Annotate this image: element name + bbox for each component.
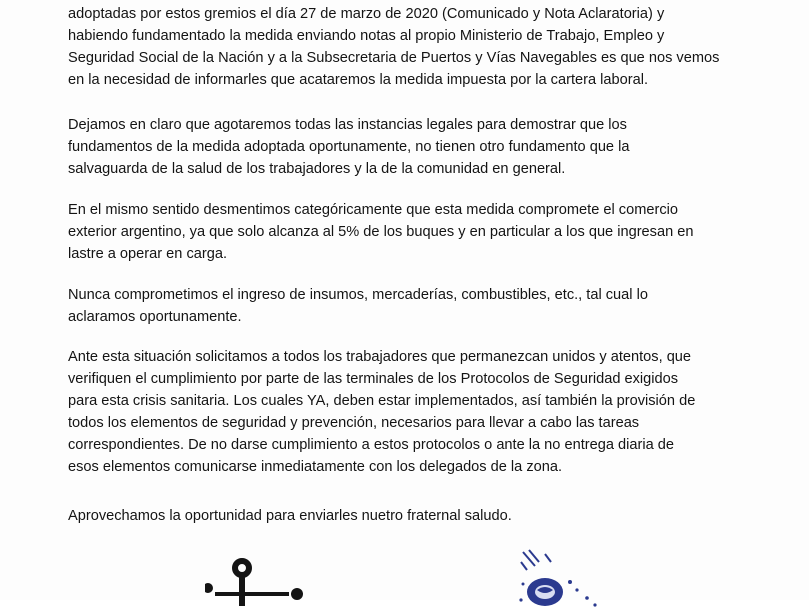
paragraph-2	[68, 114, 718, 180]
text-line: habiendo fundamentado la medida enviando notas al propio Ministerio de Trabajo, Empleo y	[68, 28, 665, 44]
paragraph-5	[68, 346, 718, 478]
text-line: salvaguarda de la salud de los trabajadores y la de la comunidad en general.	[68, 161, 566, 177]
text-line: exterior argentino, ya que solo alcanza al 5% de los buques y en particular a los que ingresan en	[68, 224, 694, 240]
text-line: adoptadas por estos gremios el día 27 de marzo de 2020 (Comunicado y Nota Aclaratoria) y	[68, 6, 665, 22]
text-line: Aprovechamos la oportunidad para enviarles nuetro fraternal saludo.	[68, 508, 512, 524]
paragraph-3	[68, 199, 718, 265]
paragraph-4	[68, 284, 718, 328]
text-line: Seguridad Social de la Nación y a la Subsecretaria de Puertos y Vías Navegables es que nos vemos	[68, 50, 720, 66]
text-line: fundamentos de la medida adoptada oportunamente, no tienen otro fundamento que la	[68, 139, 630, 155]
text-line: Nunca comprometimos el ingreso de insumos, mercaderías, combustibles, etc., tal cual lo	[68, 287, 648, 303]
union-seal-logo-icon	[515, 548, 625, 608]
text-line: en la necesidad de informarles que acataremos la medida impuesta por la cartera laboral.	[68, 72, 649, 88]
text-line: para esta crisis sanitaria. Los cuales YA, deben estar implementados, así también la provisión de	[68, 393, 696, 409]
text-line: aclaramos oportunamente.	[68, 309, 242, 325]
text-line: verifiquen el cumplimiento por parte de las terminales de los Protocolos de Seguridad exigidos	[68, 371, 679, 387]
text-line: correspondientes. De no darse cumplimiento a estos protocolos o ante la no entrega diaria de	[68, 437, 675, 453]
text-line: Dejamos en claro que agotaremos todas las instancias legales para demostrar que los	[68, 117, 627, 133]
text-line: En el mismo sentido desmentimos categóricamente que esta medida compromete el comercio	[68, 202, 678, 218]
paragraph-6	[68, 505, 718, 527]
paragraph-1	[68, 3, 718, 91]
anchor-logo-icon	[205, 556, 315, 606]
text-line: Ante esta situación solicitamos a todos los trabajadores que permanezcan unidos y atentos, que	[68, 349, 692, 365]
text-line: lastre a operar en carga.	[68, 246, 227, 262]
text-line: todos los elementos de seguridad y prevención, necesarios para llevar a cabo las tareas	[68, 415, 640, 431]
text-line: esos elementos comunicarse inmediatamente con los delegados de la zona.	[68, 459, 563, 475]
